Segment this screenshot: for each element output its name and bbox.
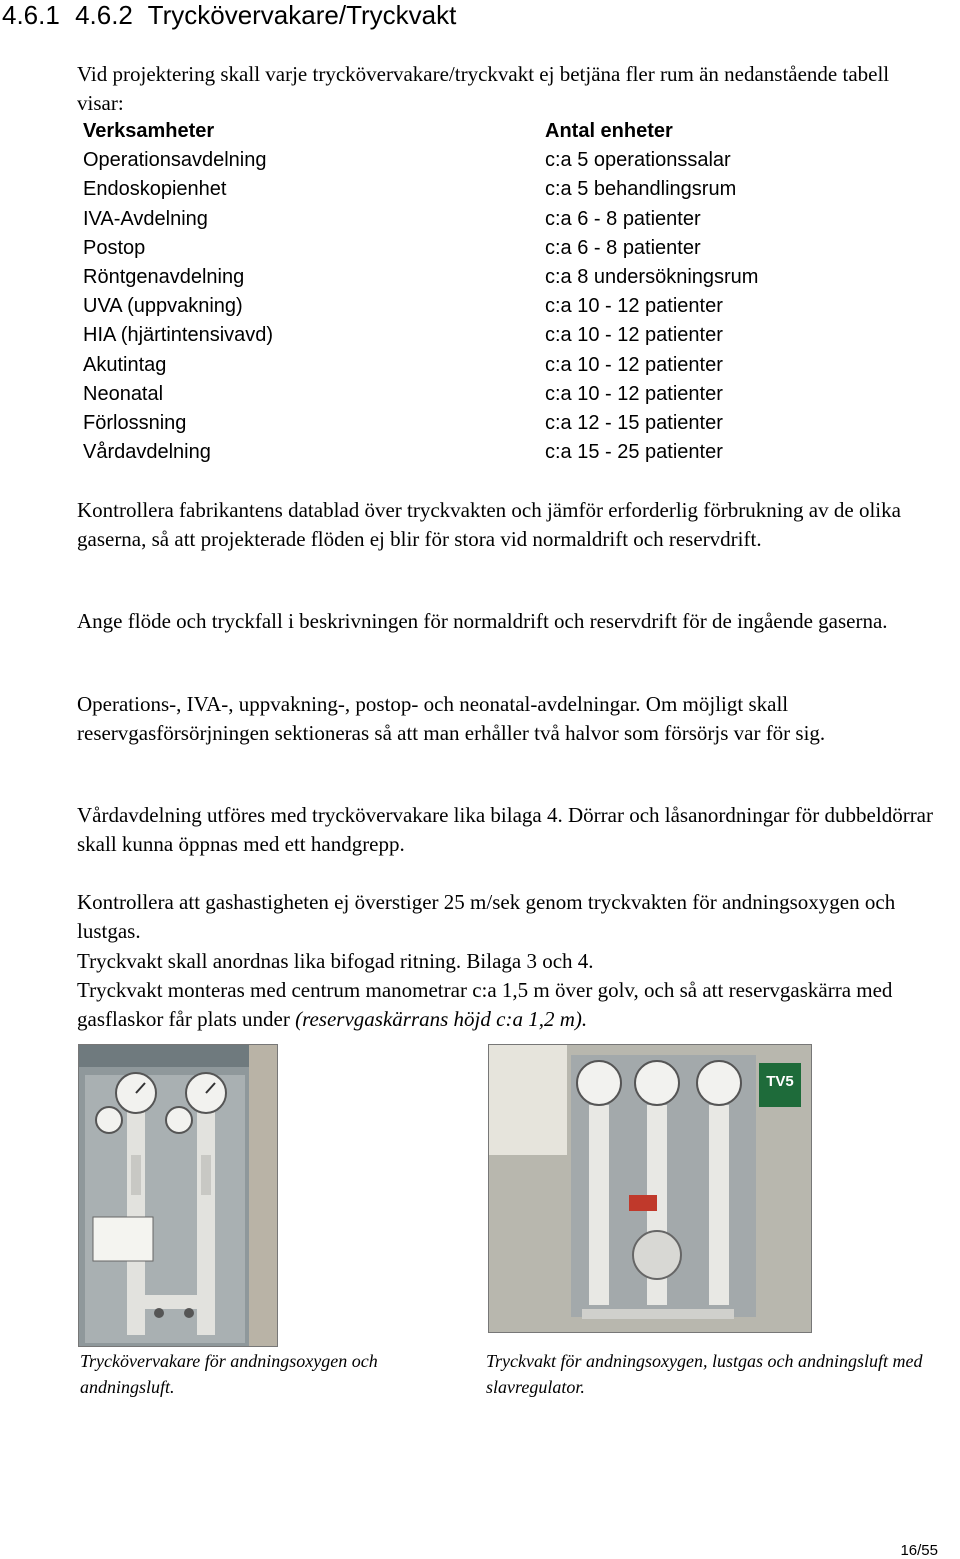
page-number: 16/55 bbox=[900, 1542, 938, 1559]
pressure-monitor-illustration bbox=[79, 1045, 277, 1346]
table-row bbox=[83, 409, 863, 438]
cell-units: c:a 10 - 12 patienter bbox=[545, 295, 723, 318]
cell-units: c:a 5 operationssalar bbox=[545, 149, 731, 172]
cell-units: c:a 12 - 15 patienter bbox=[545, 411, 723, 434]
caption-right: Tryckvakt för andningsoxygen, lustgas och andningsluft med slavregulator. bbox=[486, 1351, 923, 1397]
paragraph-sections: Operations-, IVA-, uppvakning-, postop- och neonatal-avdelningar. Om möjligt skall reservgasförsörjningen sektioneras så att man erhåller två halvor som försörjs var för sig. bbox=[77, 692, 826, 745]
cell-department: Akutintag bbox=[83, 353, 167, 376]
tv5-sign: TV5 bbox=[766, 1073, 794, 1090]
caption-left: Tryckövervakare för andningsoxygen och andningsluft. bbox=[80, 1351, 378, 1397]
cell-department: Förlossning bbox=[83, 411, 187, 434]
cell-department: Neonatal bbox=[83, 382, 164, 405]
table-row bbox=[83, 380, 863, 409]
table-row bbox=[83, 321, 863, 350]
cell-department: Operationsavdelning bbox=[83, 149, 267, 172]
cell-department: HIA (hjärtintensivavd) bbox=[83, 324, 274, 347]
cell-department: Röntgenavdelning bbox=[83, 265, 245, 288]
header-verksamheter: Verksamheter bbox=[83, 120, 215, 142]
paragraph-mounting bbox=[77, 976, 957, 1034]
cell-department: UVA (uppvakning) bbox=[83, 295, 243, 318]
mounting-text: Tryckvakt monteras med centrum manometrar c:a 1,5 m över golv, och så att reservgaskärra med gasflaskor får plats under bbox=[77, 978, 893, 1031]
cell-units: c:a 8 undersökningsrum bbox=[545, 265, 759, 288]
paragraph-datasheet: Kontrollera fabrikantens datablad över tryckvakten och jämför erforderlig förbrukning av de olika gaserna, så att projekterade flöden ej blir för stora vid normaldrift och reservdrift. bbox=[77, 498, 901, 551]
section-title: Tryckövervakare/Tryckvakt bbox=[147, 0, 457, 30]
cell-units: c:a 10 - 12 patienter bbox=[545, 382, 723, 405]
table-row bbox=[83, 351, 863, 380]
table-header-row bbox=[83, 117, 863, 146]
cell-department: Endoskopienhet bbox=[83, 178, 227, 201]
cell-units: c:a 15 - 25 patienter bbox=[545, 441, 723, 464]
table-row bbox=[83, 205, 863, 234]
section-number-2: 4.6.2 bbox=[75, 0, 133, 30]
paragraph-flow: Ange flöde och tryckfall i beskrivningen för normaldrift och reservdrift för de ingående gaserna. bbox=[77, 609, 888, 633]
paragraph-doors: Vårdavdelning utföres med tryckövervakare lika bilaga 4. Dörrar och låsanordningar för dubbeldörrar skall kunna öppnas med ett handgrepp. bbox=[77, 803, 933, 856]
cell-units: c:a 10 - 12 patienter bbox=[545, 324, 723, 347]
intro-text: Vid projektering skall varje tryckövervakare/tryckvakt ej betjäna fler rum än nedanstående tabell visar: bbox=[77, 62, 890, 115]
paragraph-gas-speed: Kontrollera att gashastigheten ej överstiger 25 m/sek genom tryckvakten för andningsoxygen och lustgas. bbox=[77, 890, 896, 943]
table-row bbox=[83, 263, 863, 292]
cell-units: c:a 6 - 8 patienter bbox=[545, 236, 701, 259]
cell-department: IVA-Avdelning bbox=[83, 207, 208, 230]
cell-department: Postop bbox=[83, 236, 146, 259]
pressure-guard-photo bbox=[488, 1044, 812, 1333]
paragraph-drawing: Tryckvakt skall anordnas lika bifogad ritning. Bilaga 3 och 4. bbox=[77, 949, 594, 973]
table-row bbox=[83, 146, 863, 175]
section-heading bbox=[2, 0, 464, 30]
units-table bbox=[83, 117, 863, 467]
cell-units: c:a 6 - 8 patienter bbox=[545, 207, 701, 230]
table-row bbox=[83, 438, 863, 467]
cell-units: c:a 5 behandlingsrum bbox=[545, 178, 737, 201]
cell-department: Vårdavdelning bbox=[83, 441, 211, 464]
header-antal-enheter: Antal enheter bbox=[545, 120, 673, 142]
section-number-1: 4.6.1 bbox=[2, 0, 60, 30]
pressure-monitor-photo bbox=[78, 1044, 278, 1347]
cell-units: c:a 10 - 12 patienter bbox=[545, 353, 723, 376]
table-row bbox=[83, 175, 863, 204]
mounting-italic-note: (reservgaskärrans höjd c:a 1,2 m). bbox=[295, 1007, 588, 1031]
table-row bbox=[83, 234, 863, 263]
table-row bbox=[83, 292, 863, 321]
